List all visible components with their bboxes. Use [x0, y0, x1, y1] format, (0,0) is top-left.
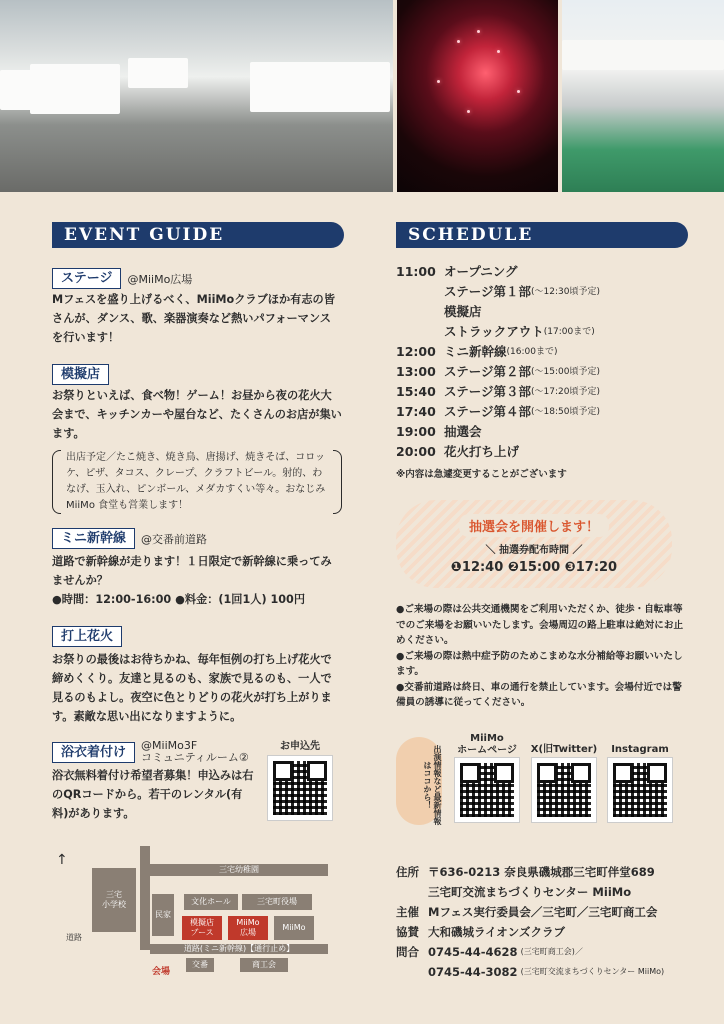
yukata-title: 浴衣着付け [52, 742, 135, 763]
schedule-note: (16:00まで) [506, 347, 558, 357]
schedule-time: 11:00 [396, 264, 436, 279]
schedule-time: 20:00 [396, 444, 436, 459]
map-miimo: MiiMo [274, 916, 314, 940]
photo-festival-crowd [0, 0, 393, 192]
schedule-time: 19:00 [396, 424, 436, 439]
tel1[interactable]: 0745-44-4628 [428, 945, 518, 959]
shinkansen-title: ミニ新幹線 [52, 528, 135, 549]
stage-location: @MiiMo広場 [127, 272, 193, 286]
lottery-subtitle: ＼ 抽選券配布時間 ／ [485, 545, 583, 556]
lottery-times: ❶12:40 ❷15:00 ❸17:20 [450, 560, 618, 575]
schedule-event: ステージ第４部 [444, 404, 532, 419]
schedule-time [396, 302, 444, 322]
map-mogiten-booth: 模擬店 ブース [182, 916, 222, 940]
map-yakuba: 三宅町役場 [242, 894, 312, 910]
map-road-left: 道路 [66, 933, 82, 942]
yukata-heading [52, 740, 249, 764]
notice-item: ●ご来場の際は熱中症予防のためこまめな水分補給等お願いいたします。 [396, 650, 683, 677]
yukata-location1: @MiiMo3F [141, 739, 198, 752]
photo-dancers [562, 0, 724, 192]
tel2-note: (三宅町交流まちづくりセンター MiiMo) [520, 967, 665, 976]
photo-strip [0, 0, 724, 192]
map-kindergarten: 三宅幼稚園 [150, 864, 328, 876]
shinkansen-text: 道路で新幹線が走ります！１日限定で新幹線に乗ってみませんか？ [52, 555, 332, 587]
schedule-time: 15:40 [396, 384, 436, 399]
schedule-event: 模擬店 [444, 304, 482, 319]
schedule-note: (17:00まで) [543, 327, 595, 337]
homepage-label: MiiMo ホームページ [457, 733, 517, 756]
mogiten-shops: 出店予定／たこ焼き、焼き鳥、唐揚げ、焼きそば、コロッケ、ピザ、タコス、クレープ、クラフトビール。射的、わなげ、玉入れ、ピンボール、メダカすくい等々。おなじみ MiiMo 食堂も営業します！ [52, 450, 342, 514]
schedule-event: 花火打ち上げ [444, 444, 520, 459]
map-miimo-plaza: MiiMo 広場 [228, 916, 268, 940]
schedule-event: オープニング [444, 264, 518, 279]
notice-item: ●交番前道路は終日、車の通行を禁止しています。会場付近では警備員の誘導に従ってください。 [396, 681, 682, 708]
info-block [396, 862, 706, 982]
schedule-row [396, 382, 696, 402]
schedule-event: ステージ第１部 [444, 284, 532, 299]
schedule-row [396, 282, 696, 302]
photo-fireworks [397, 0, 558, 192]
notice-item: ●ご来場の際は公共交通機関をご利用いただくか、徒歩・自転車等でのご来場をお願いいたします。会場周辺の路上駐車は絶対にお止めください。 [396, 604, 684, 646]
instagram-qr-code[interactable] [608, 758, 672, 822]
schedule-event: ステージ第２部 [444, 364, 532, 379]
contact-label: 問合 [396, 945, 419, 959]
support-label: 協賛 [396, 925, 419, 939]
fireworks-title: 打上花火 [52, 626, 122, 647]
apply-label: お申込先 [280, 741, 320, 752]
yukata-text: 浴衣無料着付け希望者募集！申込みは右のQRコードから。若干のレンタル(有料)があります。 [52, 769, 254, 820]
schedule-row [396, 322, 696, 342]
mogiten-heading [52, 364, 109, 385]
latest-info-pill: 出演情報など最新情報はココから！ [396, 737, 442, 825]
schedule-time: 17:40 [396, 404, 436, 419]
shinkansen-location: @交番前道路 [141, 532, 208, 546]
schedule-note: (〜18:50頃予定) [531, 407, 600, 417]
schedule-row [396, 342, 696, 362]
mogiten-title: 模擬店 [52, 364, 109, 385]
schedule-time: 12:00 [396, 344, 436, 359]
north-arrow-icon: ↑ [56, 852, 68, 868]
venue-map [52, 846, 338, 978]
shinkansen-heading [52, 528, 207, 549]
map-road-main: 道路(ミニ新幹線)【通行止め】 [150, 944, 328, 954]
fireworks-heading [52, 626, 122, 647]
schedule-event: ストラックアウト [444, 324, 544, 339]
homepage-qr-code[interactable] [455, 758, 519, 822]
yukata-location2: コミュニティルーム② [141, 751, 249, 764]
notice-list [396, 602, 686, 711]
map-bunka-hall: 文化ホール [184, 894, 238, 910]
schedule-event: ミニ新幹線 [444, 344, 507, 359]
address-label: 住所 [396, 865, 419, 879]
schedule-row [396, 362, 696, 382]
schedule-time: 13:00 [396, 364, 436, 379]
schedule-note: (〜17:20頃予定) [531, 387, 600, 397]
stage-text: Mフェスを盛り上げるべく、MiiMoクラブほか有志の皆さんが、ダンス、歌、楽器演奏など熱いパフォーマンスを行います！ [52, 293, 335, 344]
schedule-event: 抽選会 [444, 424, 482, 439]
x-qr-code[interactable] [532, 758, 596, 822]
address-line1: 〒636-0213 奈良県磯城郡三宅町伴堂689 [428, 865, 655, 879]
mogiten-text: お祭りといえば、食べ物！ゲーム！お昼から夜の花火大会まで、キッチンカーや屋台など、たくさんのお店が集います。 [52, 389, 342, 440]
yukata-qr-code[interactable] [268, 756, 332, 820]
stage-heading [52, 268, 192, 289]
schedule-list [396, 262, 696, 462]
lottery-banner [396, 500, 672, 588]
fireworks-text: お祭りの最後はお待ちかね、毎年恒例の打ち上げ花火で締めくくり。友達と見るのも、家族で見るのも、一人で見るのもよし。夜空に色とりどりの花火が打ち上がります。素敵な思い出になりますように。 [52, 653, 332, 723]
schedule-event: ステージ第３部 [444, 384, 532, 399]
schedule-row [396, 422, 696, 442]
support-value: 大和磯城ライオンズクラブ [428, 925, 565, 939]
schedule-header: SCHEDULE [396, 222, 688, 248]
shinkansen-detail: ●時間：12:00-16:00 ●料金：(1回1人) 100円 [52, 593, 306, 606]
event-guide-header: EVENT GUIDE [52, 222, 344, 248]
schedule-row [396, 402, 696, 422]
host-value: Mフェス実行委員会／三宅町／三宅町商工会 [428, 905, 658, 919]
map-school: 三宅 小学校 [92, 868, 136, 932]
schedule-row [396, 262, 696, 282]
schedule-time [396, 322, 444, 342]
x-label: X(旧Twitter) [530, 744, 598, 755]
map-kaijo-label: 会場 [152, 967, 171, 977]
tel1-note: (三宅町商工会)／ [520, 947, 583, 956]
address-line2: 三宅町交流まちづくりセンター MiiMo [428, 885, 632, 899]
stage-title: ステージ [52, 268, 121, 289]
schedule-row [396, 442, 696, 462]
schedule-note: (〜12:30頃予定) [531, 287, 600, 297]
schedule-note: (〜15:00頃予定) [531, 367, 600, 377]
schedule-row [396, 302, 696, 322]
tel2[interactable]: 0745-44-3082 [428, 965, 518, 979]
instagram-label: Instagram [611, 744, 669, 755]
host-label: 主催 [396, 905, 419, 919]
map-koban: 交番 [186, 958, 214, 972]
map-shokokai: 商工会 [240, 958, 288, 972]
schedule-footnote: ※内容は急遽変更することがございます [396, 469, 567, 480]
schedule-time [396, 282, 444, 302]
map-minka: 民家 [152, 894, 174, 936]
lottery-title: 抽選会を開催します！ [459, 514, 609, 537]
